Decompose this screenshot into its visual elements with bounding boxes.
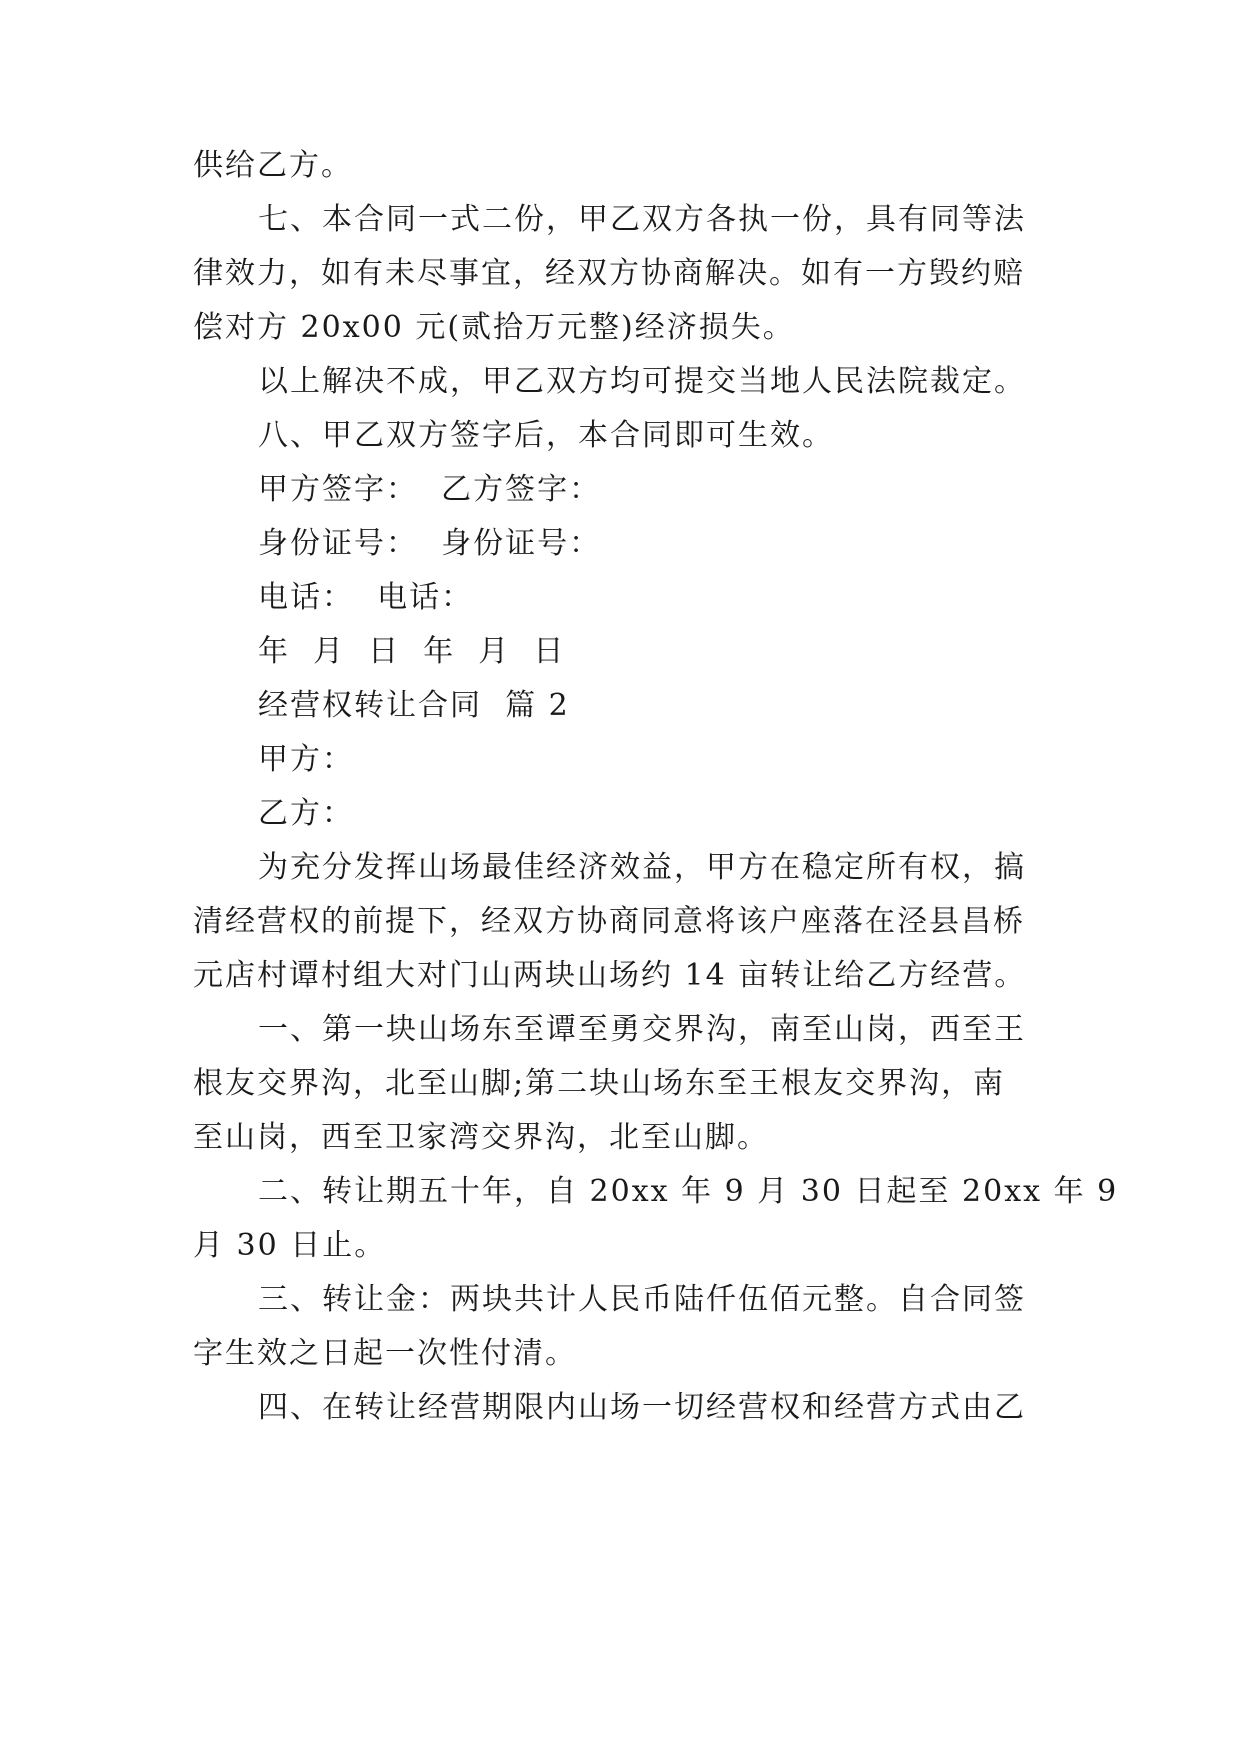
text-line: 电话： 电话： (258, 580, 474, 615)
text-line: 四、在转让经营期限内山场一切经营权和经营方式由乙 (258, 1390, 1026, 1425)
text-line: 八、甲乙双方签字后，本合同即可生效。 (258, 418, 834, 453)
text-line: 供给乙方。 (193, 148, 353, 183)
text-line: 月 30 日止。 (193, 1228, 387, 1263)
text-line: 甲方签字： 乙方签字： (258, 472, 602, 507)
text-line: 清经营权的前提下，经双方协商同意将该户座落在泾县昌桥 (193, 904, 1025, 939)
text-line: 身份证号： 身份证号： (258, 526, 602, 561)
text-line: 以上解决不成，甲乙双方均可提交当地人民法院裁定。 (258, 364, 1026, 399)
text-line: 年 月 日 年 月 日 (258, 634, 566, 669)
text-line: 为充分发挥山场最佳经济效益，甲方在稳定所有权，搞 (258, 850, 1026, 885)
text-line: 至山岗，西至卫家湾交界沟，北至山脚。 (193, 1120, 769, 1155)
text-line: 字生效之日起一次性付清。 (193, 1336, 577, 1371)
text-line: 根友交界沟，北至山脚;第二块山场东至王根友交界沟，南 (193, 1066, 1006, 1101)
text-line: 乙方： (258, 796, 354, 831)
text-line: 二、转让期五十年，自 20xx 年 9 月 30 日起至 20xx 年 9 (258, 1174, 1119, 1209)
text-line: 偿对方 20x00 元(贰拾万元整)经济损失。 (193, 310, 795, 345)
text-line: 律效力，如有未尽事宜，经双方协商解决。如有一方毁约赔 (193, 256, 1025, 291)
section-heading: 经营权转让合同 篇 2 (258, 688, 570, 723)
text-line: 七、本合同一式二份，甲乙双方各执一份，具有同等法 (258, 202, 1026, 237)
text-line: 三、转让金：两块共计人民币陆仟伍佰元整。自合同签 (258, 1282, 1026, 1317)
text-line: 甲方： (258, 742, 354, 777)
text-line: 元店村谭村组大对门山两块山场约 14 亩转让给乙方经营。 (193, 958, 1027, 993)
text-line: 一、第一块山场东至谭至勇交界沟，南至山岗，西至王 (258, 1012, 1026, 1047)
